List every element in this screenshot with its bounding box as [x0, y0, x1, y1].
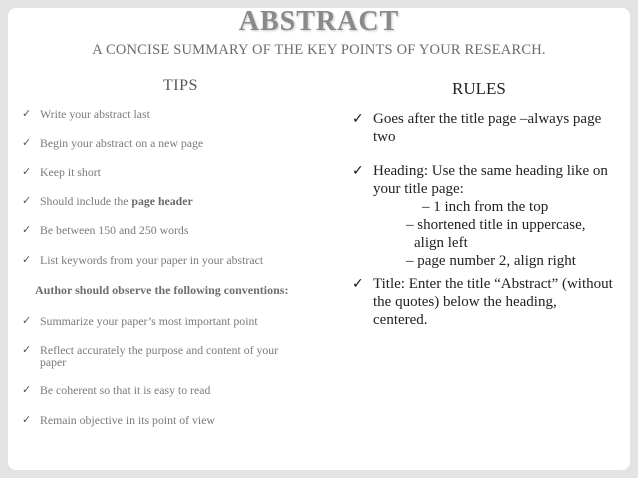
rule-subitem: align left	[414, 235, 468, 251]
tip-item: ✓ Write your abstract last	[22, 107, 150, 121]
convention-item: ✓ Remain objective in its point of view	[22, 413, 215, 427]
checkmark-icon: ✓	[22, 136, 32, 149]
rule-subitem: – shortened title in uppercase,	[406, 217, 586, 233]
rule-subitem: – page number 2, align right	[406, 253, 576, 269]
rule-subitem: – 1 inch from the top	[422, 199, 549, 215]
convention-item: ✓ Summarize your paper’s most important point	[22, 314, 258, 328]
convention-item: ✓ Be coherent so that it is easy to read	[22, 383, 211, 397]
checkmark-icon: ✓	[22, 165, 32, 178]
tips-heading: TIPS	[163, 77, 198, 94]
tip-item: ✓ Be between 150 and 250 words	[22, 223, 189, 237]
checkmark-icon: ✓	[352, 111, 364, 127]
rule-item-heading: ✓ Heading: Use the same heading like on your title page: – 1 inch from the top – shortened title in uppercase, align left – page number 2, align right	[352, 162, 614, 270]
checkmark-icon: ✓	[22, 383, 32, 396]
checkmark-icon: ✓	[22, 194, 32, 207]
tip-bold-text: page header	[131, 194, 193, 208]
checkmark-icon: ✓	[22, 343, 32, 356]
checkmark-icon: ✓	[22, 107, 32, 120]
tip-item: ✓ List keywords from your paper in your abstract	[22, 253, 264, 267]
conventions-heading: Author should observe the following conventions:	[35, 283, 289, 297]
checkmark-icon: ✓	[22, 413, 32, 426]
tip-item: ✓ Begin your abstract on a new page	[22, 136, 204, 150]
checkmark-icon: ✓	[22, 253, 32, 266]
tip-item: ✓ Keep it short	[22, 165, 101, 179]
checkmark-icon: ✓	[22, 314, 32, 327]
rules-heading: RULES	[452, 79, 506, 98]
slide-subtitle: A CONCISE SUMMARY OF THE KEY POINTS OF YOUR RESEARCH.	[92, 42, 546, 58]
checkmark-icon: ✓	[352, 163, 364, 179]
tip-text: Should include the	[40, 194, 132, 208]
checkmark-icon: ✓	[352, 276, 364, 292]
rule-item: ✓ Goes after the title page –always page two	[352, 111, 602, 145]
checkmark-icon: ✓	[22, 223, 32, 236]
convention-item: ✓ Reflect accurately the purpose and content of your paper	[22, 343, 279, 369]
slide-title: ABSTRACT	[238, 6, 400, 37]
tip-item-page-header	[22, 195, 322, 207]
rule-item: ✓ Title: Enter the title “Abstract” (without the quotes) below the heading, centered.	[352, 276, 613, 328]
